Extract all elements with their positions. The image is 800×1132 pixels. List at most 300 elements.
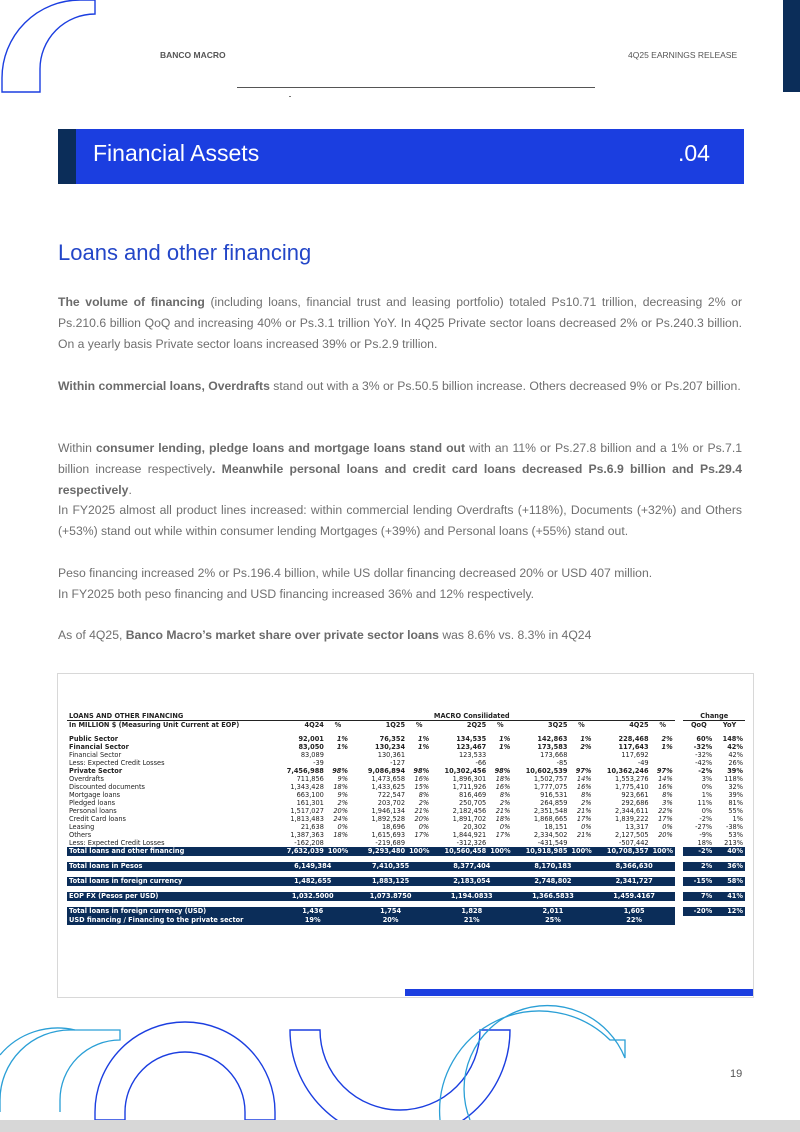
value-cell: 60% [696, 735, 713, 743]
table-row [67, 799, 745, 807]
value-cell: 1,892,528 [371, 815, 406, 823]
share-cell [651, 839, 675, 847]
share-cell: 2% [337, 799, 349, 807]
value-cell: 7,632,039 [275, 847, 325, 856]
table-gap [675, 847, 684, 856]
share-cell: 0% [662, 823, 673, 831]
value-cell: 148% [722, 735, 743, 743]
value-cell: 134,535 [456, 735, 487, 743]
value-cell: 10,602,539 [525, 767, 568, 775]
value-cell: 1,775,410 [615, 783, 649, 791]
share-cell: 8% [499, 791, 511, 799]
value-cell: 117,692 [621, 751, 649, 759]
value-cell: 1,459.4167 [594, 892, 675, 901]
share-cell [651, 751, 675, 759]
table-row [67, 791, 745, 799]
value-cell: 2,127,505 [615, 831, 649, 839]
row-label: Financial Sector [69, 751, 122, 759]
column-header: 4Q25 [629, 721, 649, 729]
value-cell: 13,317 [625, 823, 649, 831]
change-cell: 2% [683, 862, 714, 871]
change-cell: 12% [714, 907, 745, 916]
table-gap [675, 862, 684, 871]
row-label: USD financing / Financing to the private sector [67, 916, 275, 925]
value-cell: 123,467 [456, 743, 487, 751]
column-header: QoQ [690, 721, 707, 729]
table-gap [675, 799, 684, 807]
value-cell: 1,605 [594, 907, 675, 916]
row-label: Less: Expected Credit Losses [69, 759, 165, 767]
value-cell: 118% [724, 775, 743, 783]
value-cell: 1,754 [350, 907, 431, 916]
value-cell: 7,410,355 [350, 862, 431, 871]
table-gap [675, 892, 684, 901]
value-cell: 1,387,363 [290, 831, 324, 839]
value-cell: 6,149,384 [275, 862, 350, 871]
column-header: YoY [722, 721, 737, 729]
share-cell: 18% [495, 815, 511, 823]
paragraph-commercial-loans: Within commercial loans, Overdrafts stand out with a 3% or Ps.50.5 billion increase. Others decreased 9% or Ps.207 billion. [58, 379, 741, 393]
table-gap [675, 759, 684, 767]
usd-share-row [67, 916, 745, 925]
table-gap [675, 839, 684, 847]
column-header: 2Q25 [466, 721, 487, 729]
share-cell: 17% [658, 815, 673, 823]
table-gap [675, 823, 684, 831]
table-accent-bar [405, 989, 753, 996]
table-gap [675, 775, 684, 783]
value-cell: 923,661 [621, 791, 649, 799]
table-row [67, 751, 745, 759]
value-cell: 26% [728, 759, 743, 767]
value-cell: -32% [693, 743, 713, 751]
row-label: Personal loans [69, 807, 117, 815]
row-label: EOP FX (Pesos per USD) [67, 892, 275, 901]
report-title: 4Q25 EARNINGS RELEASE [628, 50, 738, 60]
share-cell: 0% [337, 823, 349, 831]
value-cell: 2,183,054 [431, 877, 512, 886]
row-label: Overdrafts [69, 775, 104, 783]
value-cell: -431,549 [537, 839, 568, 847]
share-cell: 15% [414, 783, 430, 791]
section-banner-title: Financial Assets [93, 140, 260, 166]
share-cell [407, 759, 431, 767]
value-cell: 39% [727, 767, 743, 775]
value-cell: 264,859 [540, 799, 568, 807]
share-cell: 2% [580, 743, 592, 751]
value-cell: 1,883,125 [350, 877, 431, 886]
table-group-label: MACRO Consilidated [431, 712, 512, 721]
value-cell: 1,473,658 [371, 775, 406, 783]
value-cell: 53% [728, 831, 743, 839]
section-banner-number: .04 [678, 140, 710, 166]
value-cell: 10,708,357 [594, 847, 651, 856]
share-cell [651, 759, 675, 767]
value-cell: -49 [637, 759, 649, 767]
value-cell: -2% [699, 815, 713, 823]
value-cell: 40% [714, 847, 745, 856]
value-cell: 1,615,693 [371, 831, 406, 839]
value-cell: 1,517,027 [290, 807, 324, 815]
value-cell: -85 [556, 759, 568, 767]
column-header: % [659, 721, 666, 729]
table-gap [675, 791, 684, 799]
share-cell: 1% [661, 743, 673, 751]
table-gap [675, 907, 684, 916]
share-cell: 2% [581, 799, 592, 807]
value-cell: 173,583 [537, 743, 568, 751]
value-cell: 130,361 [377, 751, 406, 759]
value-cell: 1,946,134 [371, 807, 406, 815]
column-header: 1Q25 [385, 721, 406, 729]
share-cell: 1% [417, 743, 430, 751]
row-label: Total loans in Pesos [67, 862, 275, 871]
value-cell: 722,547 [377, 791, 406, 799]
share-cell [488, 751, 512, 759]
share-cell [488, 839, 512, 847]
share-cell: 0% [418, 823, 430, 831]
section-banner-accent [58, 129, 76, 184]
value-cell: -66 [475, 759, 487, 767]
paragraph-consumer-lending: Within consumer lending, pledge loans and mortgage loans stand out with an 11% or Ps.27.8 billion and a 1% or Ps.7.1 billion increase respectively. Meanwhile personal loans and credit card loans decreased Ps.6.9 billion and Ps.29.4 respectively. In FY2025 almost all product lines increased: within commercial lending Overdrafts (+118%), Documents (+32%) and Others (+53%) stand out while within consumer lending Mortgages (+39%) and Personal loans (+55%) stand out. [58, 441, 743, 539]
share-cell: 2% [499, 799, 511, 807]
value-cell: 1,896,301 [452, 775, 487, 783]
share-cell [326, 759, 350, 767]
value-cell: 1,813,483 [290, 815, 324, 823]
value-cell: 1,868,665 [533, 815, 568, 823]
share-cell: 9% [337, 775, 349, 783]
value-cell: 0% [701, 783, 713, 791]
row-label: Leasing [69, 823, 95, 831]
value-cell: 22% [594, 916, 675, 925]
value-cell: 83,089 [300, 751, 324, 759]
share-cell: 1% [499, 735, 511, 743]
row-label: Less: Expected Credit Losses [69, 839, 165, 847]
value-cell: 42% [727, 743, 743, 751]
pesos-row [67, 862, 745, 871]
row-label: Total loans in foreign currency (USD) [67, 907, 275, 916]
header-dot [289, 96, 291, 97]
row-label: Private Sector [69, 767, 123, 775]
table-row [67, 759, 745, 767]
share-cell [407, 839, 431, 847]
share-cell: 21% [414, 807, 430, 815]
change-cell: -20% [683, 907, 714, 916]
value-cell: 55% [728, 807, 743, 815]
value-cell: 711,856 [296, 775, 324, 783]
value-cell: -507,442 [618, 839, 649, 847]
value-cell: 292,686 [621, 799, 649, 807]
table-change-label: Change [683, 712, 745, 721]
value-cell: -32% [695, 751, 713, 759]
row-label: Total loans and other financing [67, 847, 275, 856]
value-cell: 76,352 [379, 735, 406, 743]
value-cell: 20% [350, 916, 431, 925]
value-cell: 25% [512, 916, 593, 925]
value-cell: 7,456,988 [286, 767, 324, 775]
value-cell: -127 [390, 759, 406, 767]
loans-financing-table [67, 712, 745, 925]
value-cell: -9% [699, 831, 713, 839]
value-cell: 203,702 [377, 799, 406, 807]
share-cell: 14% [576, 775, 592, 783]
value-cell: 8,366,630 [594, 862, 675, 871]
share-cell: 16% [495, 783, 511, 791]
share-cell: 3% [662, 799, 673, 807]
table-row [67, 775, 745, 783]
page-edge-tab [783, 0, 800, 92]
value-cell: 92,001 [298, 735, 324, 743]
value-cell: 816,469 [458, 791, 487, 799]
subsection-title: Loans and other financing [58, 240, 312, 265]
table-unit-label: In MILLION $ (Measuring Unit Current at EOP) [69, 721, 240, 729]
change-cell: -15% [683, 877, 714, 886]
share-cell: 16% [414, 775, 430, 783]
change-cell: 36% [714, 862, 745, 871]
usd-loans-row [67, 907, 745, 916]
table-gap [675, 743, 684, 751]
row-label: Public Sector [69, 735, 119, 743]
share-cell: 17% [576, 815, 592, 823]
value-cell: 663,100 [296, 791, 324, 799]
share-cell: 17% [495, 831, 511, 839]
table-gap [675, 916, 684, 925]
share-cell: 20% [333, 807, 349, 815]
value-cell: 100% [327, 847, 349, 855]
paragraph-market-share: As of 4Q25, Banco Macro’s market share over private sector loans was 8.6% vs. 8.3% in 4Q24 [58, 628, 592, 642]
share-cell: 98% [494, 767, 511, 775]
value-cell: 8,170,183 [512, 862, 593, 871]
value-cell: 42% [728, 751, 743, 759]
value-cell: 21% [431, 916, 512, 925]
value-cell: 2,351,548 [533, 807, 568, 815]
share-cell: 1% [580, 735, 592, 743]
row-label: Others [69, 831, 92, 839]
table-gap [675, 783, 684, 791]
value-cell: 8,377,404 [431, 862, 512, 871]
table-gap [675, 751, 684, 759]
value-cell: 1,194.0833 [431, 892, 512, 901]
table-gap [675, 807, 684, 815]
value-cell: 1,844,921 [452, 831, 487, 839]
share-cell: 1% [336, 735, 349, 743]
table-row [67, 839, 745, 847]
row-label: Mortgage loans [69, 791, 121, 799]
paragraph-financing-volume: The volume of financing (including loans, financial trust and leasing portfolio) totaled Ps10.71 trillion, decreasing 2% or Ps.210.6 billion QoQ and increasing 40% or Ps.3.1 trillion YoY. In 4Q25 Private sector loans decreased 2% or Ps.240.3 billion. On a yearly basis Private sector loans increased 39% or Ps.2.9 trillion. [58, 295, 742, 351]
table-row [67, 807, 745, 815]
share-cell [569, 839, 593, 847]
value-cell: 2,334,502 [533, 831, 568, 839]
value-cell: 0% [701, 807, 713, 815]
value-cell: -42% [695, 759, 713, 767]
column-header: % [415, 721, 423, 729]
table-row [67, 815, 745, 823]
fx-row [67, 892, 745, 901]
share-cell: 0% [499, 823, 511, 831]
change-cell: 41% [714, 892, 745, 901]
value-cell: 173,668 [540, 751, 568, 759]
value-cell: 1,828 [431, 907, 512, 916]
share-cell [326, 839, 350, 847]
value-cell: 10,918,985 [512, 847, 569, 856]
value-cell: 9,086,894 [367, 767, 406, 775]
value-cell: 1,711,926 [452, 783, 487, 791]
value-cell: 161,301 [296, 799, 324, 807]
share-cell [488, 759, 512, 767]
value-cell: 1,436 [275, 907, 350, 916]
share-cell: 17% [414, 831, 430, 839]
row-label: Discounted documents [69, 783, 145, 791]
share-cell: 18% [495, 775, 511, 783]
value-cell: 1,553,276 [615, 775, 649, 783]
share-cell: 0% [581, 823, 592, 831]
value-cell: -312,326 [456, 839, 487, 847]
value-cell: 83,050 [298, 743, 324, 751]
value-cell: 100% [571, 847, 592, 855]
value-cell: -27% [695, 823, 713, 831]
table-row [67, 783, 745, 791]
table-row [67, 767, 745, 775]
share-cell: 16% [658, 783, 673, 791]
row-label: Credit Card loans [69, 815, 126, 823]
share-cell: 21% [576, 807, 592, 815]
row-label: Total loans in foreign currency [67, 877, 275, 886]
column-header: 4Q24 [304, 721, 324, 729]
value-cell: -2% [698, 767, 713, 775]
column-header: % [578, 721, 585, 729]
value-cell: -39 [313, 759, 324, 767]
value-cell: 2,344,611 [615, 807, 649, 815]
header-divider [237, 87, 595, 88]
table-gap [675, 767, 684, 775]
share-cell: 8% [581, 791, 592, 799]
value-cell: 11% [697, 799, 713, 807]
share-cell: 97% [575, 767, 592, 775]
value-cell: 142,863 [537, 735, 568, 743]
value-cell: 18,151 [544, 823, 568, 831]
foreign-currency-row [67, 877, 745, 886]
value-cell: 250,705 [458, 799, 487, 807]
value-cell: 1,366.5833 [512, 892, 593, 901]
table-gap [675, 815, 684, 823]
value-cell: 2,011 [512, 907, 593, 916]
share-cell: 24% [333, 815, 349, 823]
table-row [67, 743, 745, 751]
value-cell: 228,468 [618, 735, 649, 743]
share-cell: 1% [336, 743, 349, 751]
page-number: 19 [730, 1068, 743, 1080]
value-cell: 213% [724, 839, 743, 847]
share-cell: 8% [662, 791, 673, 799]
share-cell: 97% [656, 767, 673, 775]
share-cell [326, 751, 350, 759]
table-row [67, 735, 745, 743]
value-cell: 2,182,456 [452, 807, 487, 815]
company-name: BANCO MACRO [160, 50, 226, 60]
value-cell: 32% [728, 783, 743, 791]
value-cell: 2,341,727 [594, 877, 675, 886]
value-cell: 123,533 [458, 751, 487, 759]
share-cell: 1% [499, 743, 511, 751]
column-header: % [497, 721, 504, 729]
table-gap [675, 831, 684, 839]
share-cell [569, 759, 593, 767]
value-cell: 1,073.8750 [350, 892, 431, 901]
value-cell: 1,839,222 [615, 815, 649, 823]
value-cell: 1,891,702 [452, 815, 487, 823]
table-spacer [275, 712, 431, 721]
value-cell: 18% [697, 839, 713, 847]
table-title-row [67, 712, 745, 721]
share-cell: 98% [413, 767, 430, 775]
share-cell: 20% [414, 815, 430, 823]
share-cell: 16% [576, 783, 592, 791]
share-cell: 21% [495, 807, 511, 815]
value-cell: 10,362,246 [606, 767, 649, 775]
share-cell: 2% [418, 799, 430, 807]
table-row [67, 831, 745, 839]
column-header: 3Q25 [548, 721, 568, 729]
table-gap [675, 712, 684, 721]
table-header-row [67, 721, 745, 730]
share-cell [569, 751, 593, 759]
value-cell: 1,777,075 [533, 783, 568, 791]
value-cell: 100% [490, 847, 511, 855]
column-header: % [334, 721, 342, 729]
value-cell: 1,032.5000 [275, 892, 350, 901]
value-cell: 3% [701, 775, 713, 783]
table-total-row [67, 847, 745, 856]
share-cell: 18% [333, 831, 349, 839]
row-label: Financial Sector [69, 743, 129, 751]
value-cell: 130,234 [375, 743, 406, 751]
value-cell: 2,748,802 [512, 877, 593, 886]
value-cell: 1,502,757 [533, 775, 568, 783]
share-cell [407, 751, 431, 759]
share-cell: 21% [576, 831, 592, 839]
table-gap [675, 877, 684, 886]
value-cell: -162,208 [294, 839, 324, 847]
value-cell: 100% [409, 847, 430, 855]
share-cell: 20% [658, 831, 673, 839]
value-cell: 10,302,456 [444, 767, 487, 775]
share-cell: 8% [418, 791, 430, 799]
table-gap [675, 735, 684, 743]
value-cell: 18,696 [381, 823, 406, 831]
footer-bar [0, 1120, 800, 1132]
value-cell: 10,560,458 [431, 847, 488, 856]
value-cell: 19% [275, 916, 350, 925]
share-cell: 22% [658, 807, 673, 815]
value-cell: 81% [728, 799, 743, 807]
value-cell: 117,643 [618, 743, 649, 751]
value-cell: 21,638 [300, 823, 324, 831]
value-cell: -2% [683, 847, 714, 856]
value-cell: 20,302 [463, 823, 487, 831]
table-gap [683, 916, 745, 925]
value-cell: 9,293,480 [350, 847, 407, 856]
value-cell: 1,433,625 [371, 783, 406, 791]
value-cell: 39% [728, 791, 743, 799]
value-cell: 916,531 [540, 791, 568, 799]
share-cell: 18% [333, 783, 349, 791]
value-cell: -38% [725, 823, 743, 831]
row-label: Pledged loans [69, 799, 116, 807]
value-cell: 1,482,655 [275, 877, 350, 886]
share-cell: 98% [332, 767, 349, 775]
value-cell: 1% [701, 791, 713, 799]
change-cell: 7% [683, 892, 714, 901]
